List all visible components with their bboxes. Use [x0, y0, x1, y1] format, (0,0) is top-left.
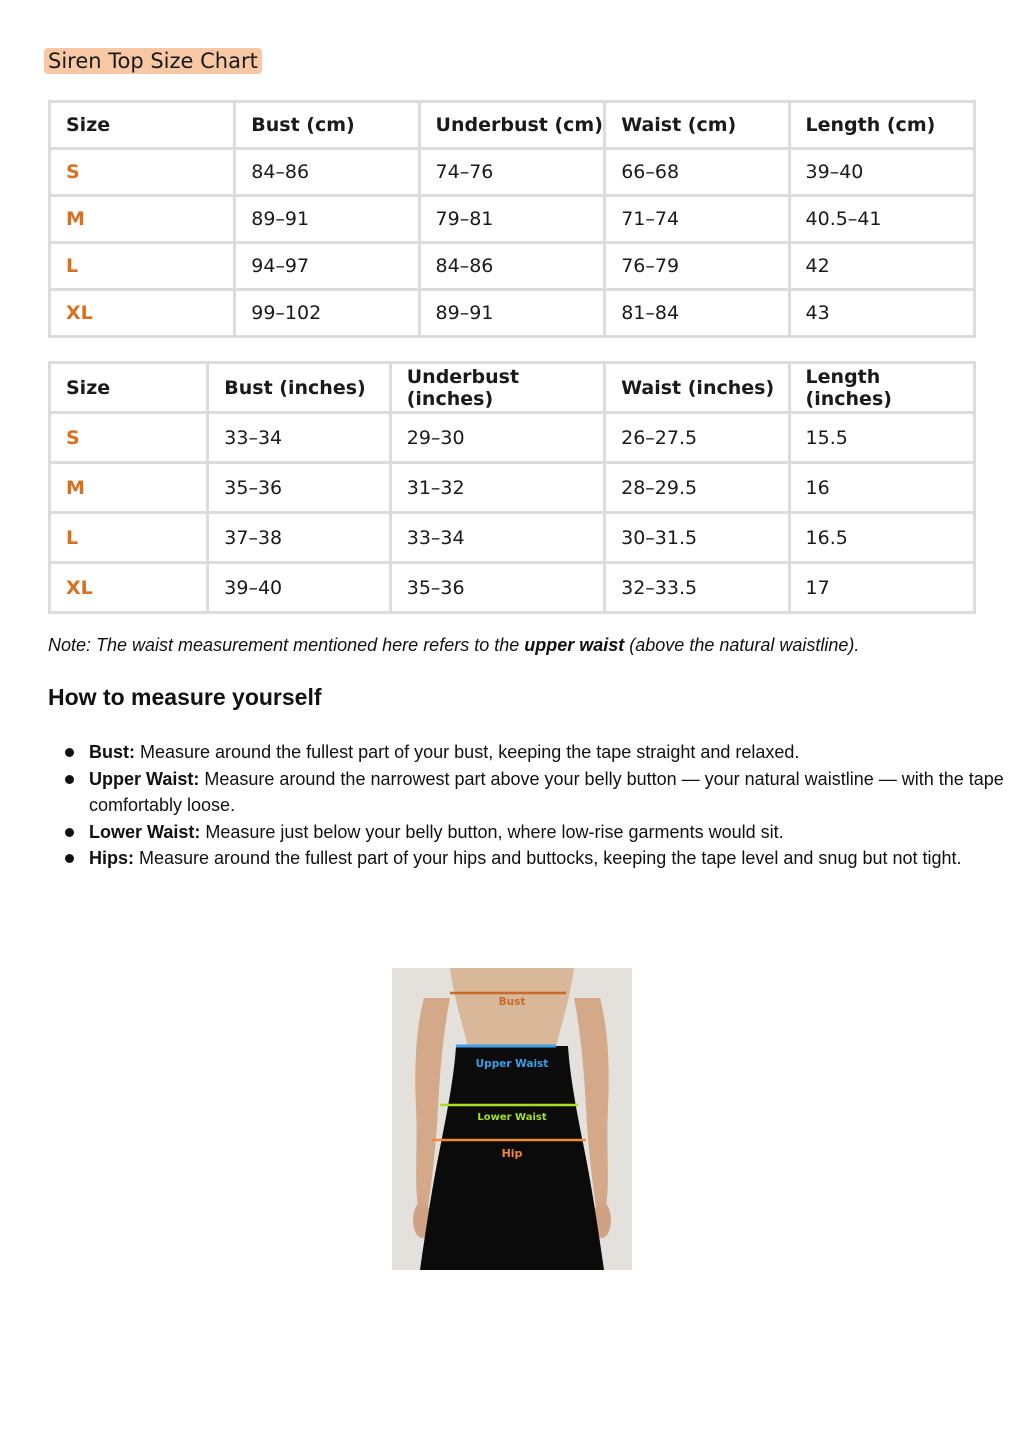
- table-header-row: [50, 102, 975, 149]
- header-cell: Size: [50, 102, 235, 149]
- header-cell: Bust (cm): [235, 102, 419, 149]
- inch-size-table: [48, 361, 976, 614]
- list-item: [89, 766, 1009, 819]
- table-cell: 43: [789, 290, 974, 337]
- waist-note: [48, 635, 859, 656]
- table-cell: 99–102: [235, 290, 419, 337]
- table-cell: 39–40: [208, 563, 390, 613]
- note-emphasis: upper waist: [524, 635, 625, 655]
- table-cell: 84–86: [419, 243, 605, 290]
- bullet-text: Measure around the narrowest part above your belly button — your natural waistline — with the tape comfortably loose.: [89, 768, 1004, 815]
- upper-waist-label: Upper Waist: [475, 1058, 549, 1070]
- header-cell: Waist (cm): [605, 102, 789, 149]
- table-cell: 89–91: [235, 196, 419, 243]
- note-prefix: Note: The waist measurement mentioned here refers to the: [48, 635, 525, 655]
- table-cell: 42: [789, 243, 974, 290]
- table-cell: 89–91: [419, 290, 605, 337]
- bullet-term: Hips:: [89, 848, 134, 868]
- table-cell: 30–31.5: [605, 513, 789, 563]
- table-cell: 32–33.5: [605, 563, 789, 613]
- header-cell: Underbust (inches): [390, 363, 604, 413]
- bullet-text: Measure around the fullest part of your bust, keeping the tape straight and relaxed.: [135, 742, 800, 762]
- section-heading: How to measure yourself: [48, 684, 322, 710]
- list-item: [89, 819, 1009, 846]
- table-cell: 40.5–41: [789, 196, 974, 243]
- table-row: [50, 463, 975, 513]
- note-suffix: (above the natural waistline).: [624, 635, 860, 655]
- table-cell: 76–79: [605, 243, 789, 290]
- table-cell: 29–30: [390, 413, 604, 463]
- table-cell: 17: [789, 563, 974, 613]
- list-item: [89, 845, 1009, 872]
- header-cell: Size: [50, 363, 208, 413]
- table-cell: 84–86: [235, 149, 419, 196]
- table-cell: 33–34: [390, 513, 604, 563]
- header-cell: Underbust (cm): [419, 102, 605, 149]
- page-title: Siren Top Size Chart: [44, 48, 262, 74]
- table-cell: 39–40: [789, 149, 974, 196]
- size-label: M: [50, 196, 235, 243]
- hip-label: Hip: [501, 1147, 523, 1160]
- lower-waist-label: Lower Waist: [477, 1112, 547, 1123]
- table-cell: 94–97: [235, 243, 419, 290]
- size-label: L: [50, 513, 208, 563]
- size-label: M: [50, 463, 208, 513]
- bullet-text: Measure just below your belly button, where low-rise garments would sit.: [200, 821, 784, 842]
- table-cell: 35–36: [208, 463, 390, 513]
- table-cell: 16: [789, 463, 974, 513]
- table-cell: 31–32: [390, 463, 604, 513]
- bullet-text: Measure around the fullest part of your hips and buttocks, keeping the tape level and snug but not tight.: [134, 848, 962, 868]
- table-header-row: [50, 363, 975, 413]
- measurement-figure: [392, 968, 632, 1270]
- table-row: [50, 243, 975, 290]
- table-cell: 26–27.5: [605, 413, 789, 463]
- table-cell: 35–36: [390, 563, 604, 613]
- measure-instructions: [48, 739, 1009, 872]
- table-row: [50, 563, 975, 613]
- table-cell: 15.5: [789, 413, 974, 463]
- cm-size-table: [48, 100, 976, 338]
- bullet-term: Lower Waist:: [89, 821, 201, 842]
- table-cell: 37–38: [208, 513, 390, 563]
- size-label: XL: [50, 563, 208, 613]
- table-cell: 79–81: [419, 196, 605, 243]
- table-cell: 66–68: [605, 149, 789, 196]
- size-label: S: [50, 149, 235, 196]
- bust-label: Bust: [498, 996, 526, 1008]
- table-cell: 33–34: [208, 413, 390, 463]
- table-row: [50, 513, 975, 563]
- table-row: [50, 149, 975, 196]
- size-label: S: [50, 413, 208, 463]
- header-cell: Bust (inches): [208, 363, 390, 413]
- bullet-term: Upper Waist:: [89, 768, 200, 789]
- table-row: [50, 413, 975, 463]
- header-cell: Waist (inches): [605, 363, 789, 413]
- table-cell: 28–29.5: [605, 463, 789, 513]
- header-cell: Length (cm): [789, 102, 974, 149]
- list-item: [89, 739, 1009, 766]
- table-cell: 71–74: [605, 196, 789, 243]
- size-label: XL: [50, 290, 235, 337]
- table-row: [50, 290, 975, 337]
- bullet-term: Bust:: [89, 742, 135, 762]
- header-cell: Length (inches): [789, 363, 974, 413]
- size-label: L: [50, 243, 235, 290]
- table-cell: 81–84: [605, 290, 789, 337]
- table-row: [50, 196, 975, 243]
- table-cell: 16.5: [789, 513, 974, 563]
- table-cell: 74–76: [419, 149, 605, 196]
